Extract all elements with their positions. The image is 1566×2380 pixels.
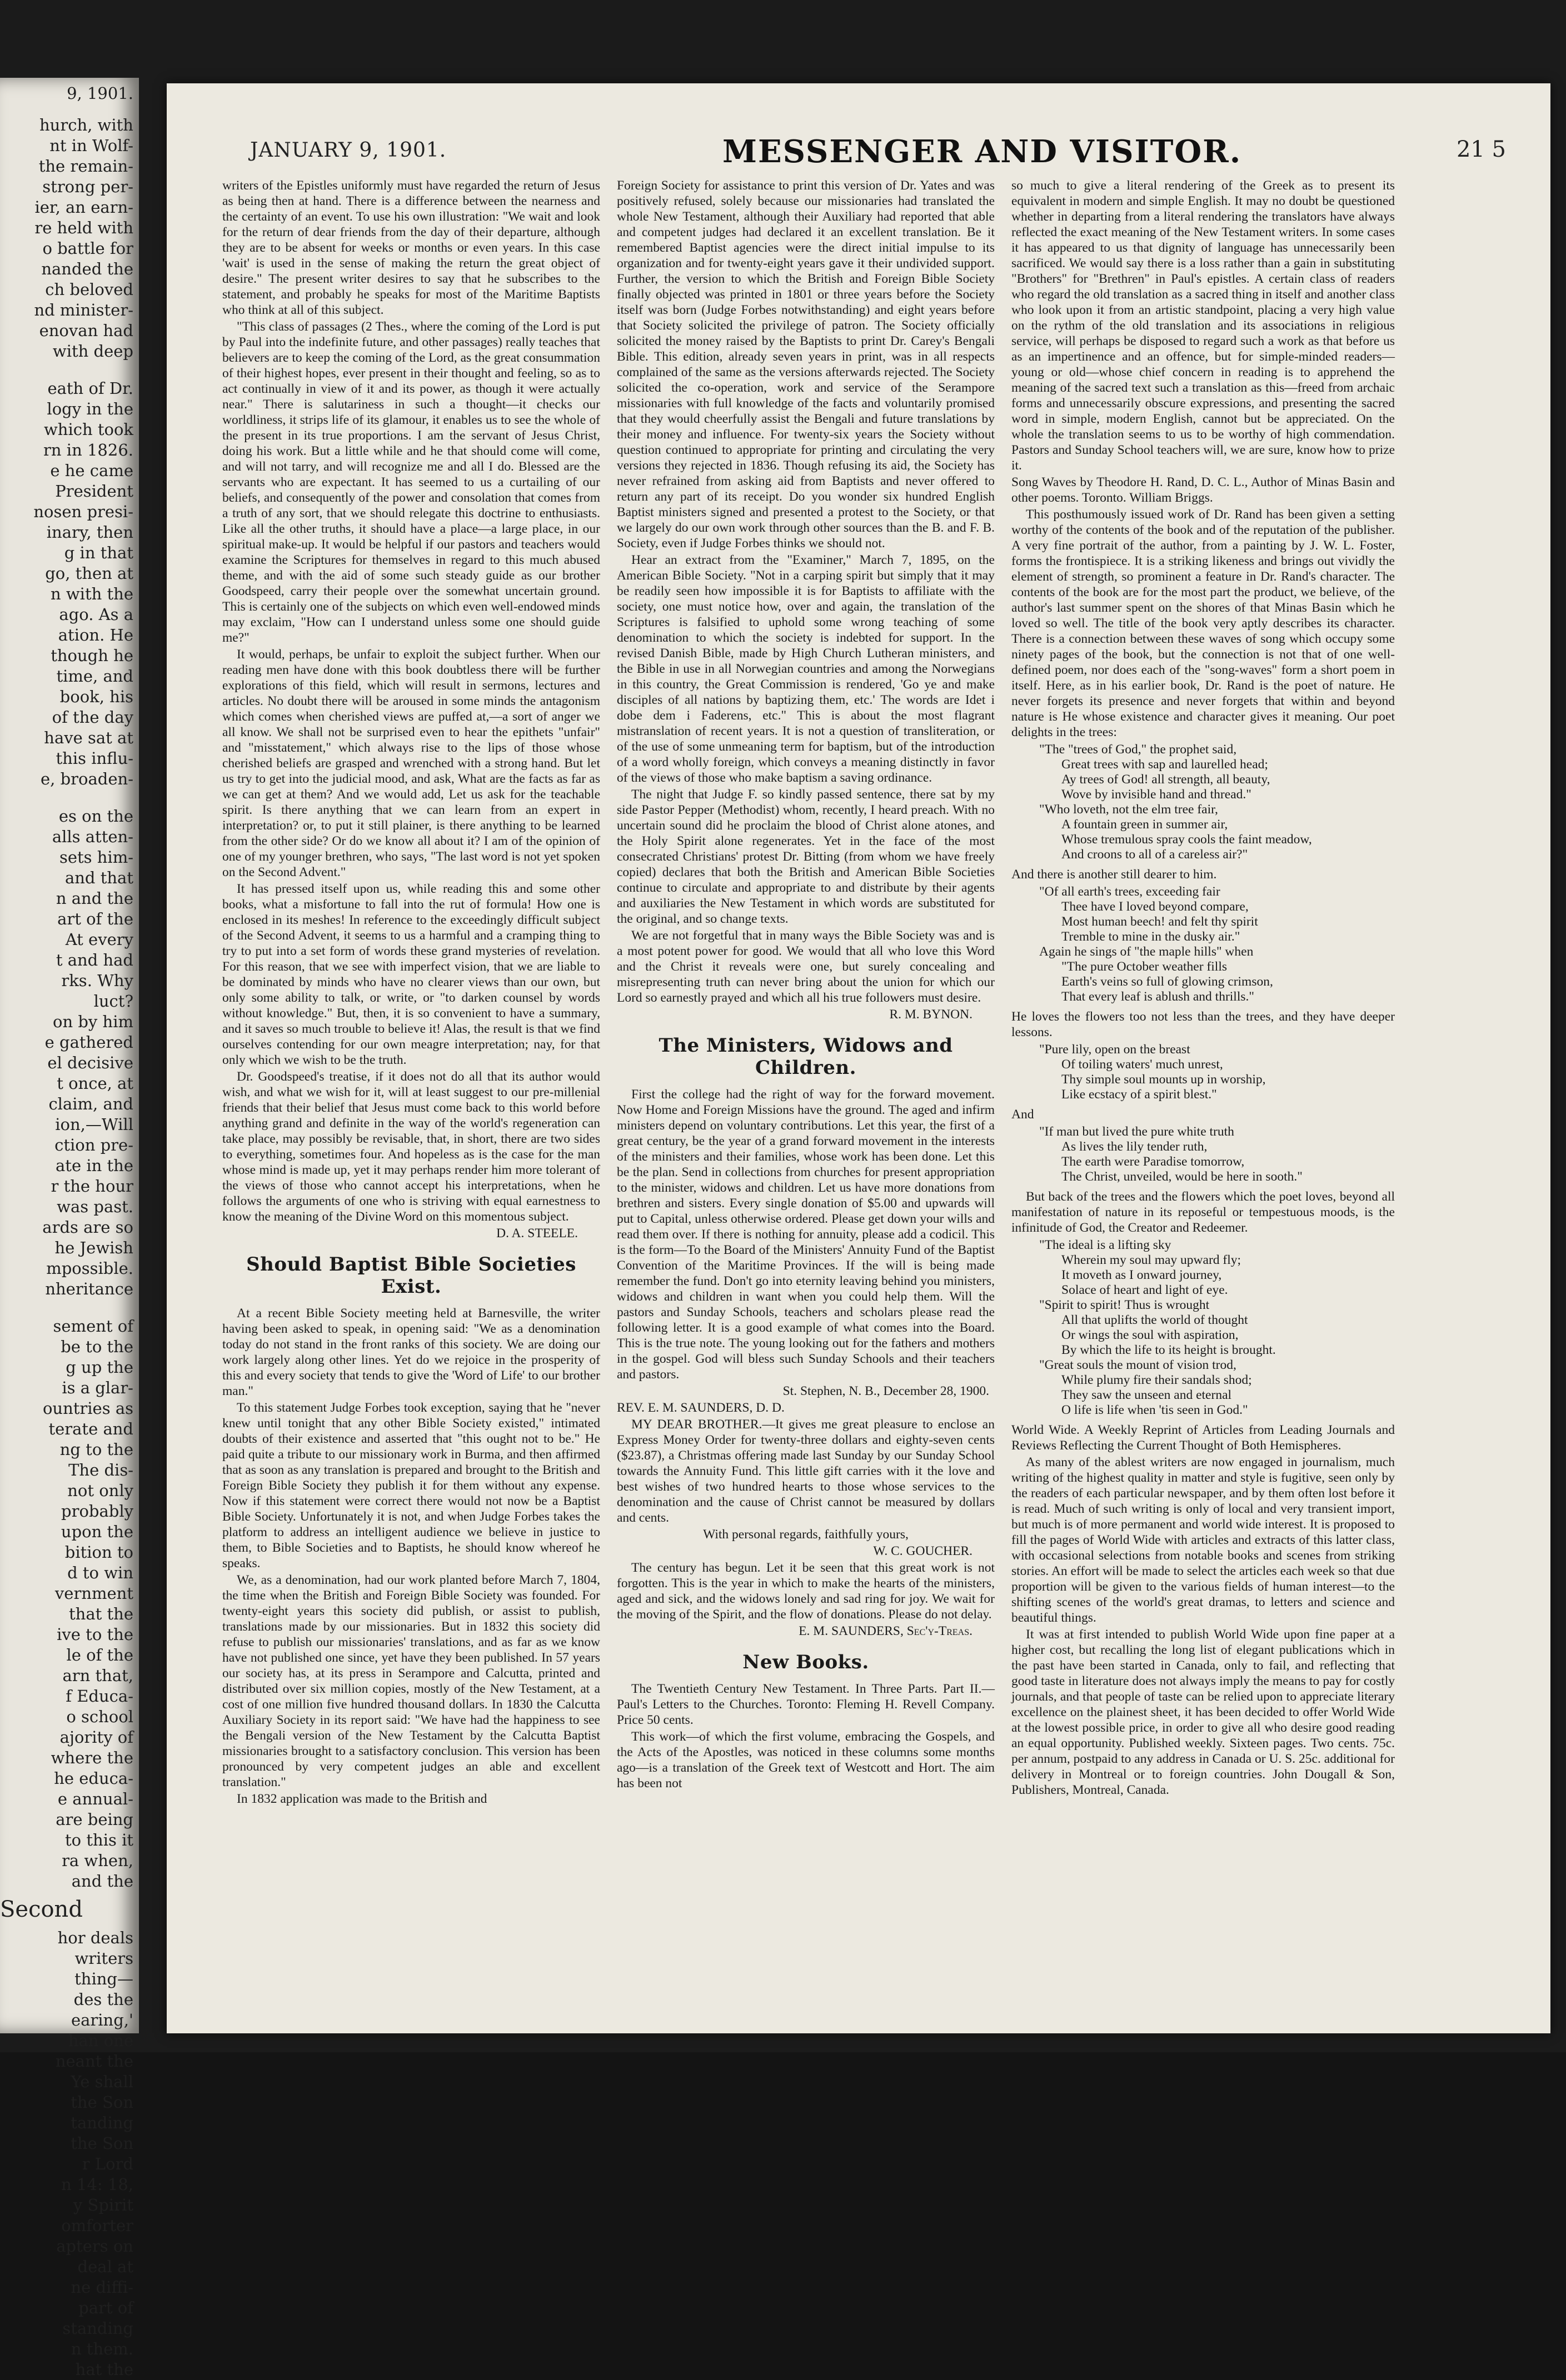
prev-page-line: n with the bbox=[50, 584, 133, 603]
poem-line: Earth's veins so full of glowing crimson, bbox=[1061, 974, 1273, 989]
prev-page-line: he educa- bbox=[54, 1769, 133, 1788]
prev-page-line: mpossible. bbox=[46, 1259, 133, 1278]
poem-line: Tremble to mine in the dusky air." bbox=[1061, 929, 1240, 944]
column-2 bbox=[617, 178, 995, 2011]
prev-page-line: le of the bbox=[66, 1646, 133, 1664]
poem-line: While plumy fire their sandals shod; bbox=[1061, 1373, 1252, 1387]
newspaper-page bbox=[167, 83, 1550, 2033]
signature: D. A. STEELE. bbox=[496, 1226, 578, 1241]
prev-page-line: hurch, with bbox=[39, 116, 133, 134]
prev-page-line: r Lord bbox=[82, 2154, 133, 2173]
poem-line: Wove by invisible hand and thread." bbox=[1061, 787, 1251, 802]
poem-line: "Who loveth, not the elm tree fair, bbox=[1039, 802, 1218, 817]
prev-page-line: The dis- bbox=[68, 1461, 133, 1479]
prev-page-line: are being bbox=[56, 1810, 133, 1829]
prev-page-line: of the day bbox=[52, 708, 133, 727]
paragraph: And there is another still dearer to him. bbox=[1011, 867, 1217, 882]
prev-page-line: ountries as bbox=[42, 1399, 133, 1418]
prev-page-line: which took bbox=[43, 420, 133, 439]
prev-page-lines-d bbox=[0, 1316, 139, 1892]
prev-page-line: o school bbox=[66, 1707, 133, 1726]
prev-page-line: go, then at bbox=[45, 564, 133, 583]
prev-page-line: ra when, bbox=[62, 1851, 133, 1870]
prev-page-line: upon the bbox=[61, 1522, 133, 1541]
prev-page-line: have sat at bbox=[44, 728, 133, 747]
prev-page-lines-c bbox=[0, 806, 139, 1299]
prev-page-line: hat the bbox=[75, 2360, 133, 2379]
paragraph: The century has begun. Let it be seen that this great work is not forgotten. This is the year in which to make the hearts of the ministers, aged and sick, and the widows lonely and sad ring for joy. We wait for the moving of the Spirit, and the flow of donations. Please do not delay. bbox=[617, 1561, 995, 1622]
prev-page-line: n and the bbox=[56, 889, 133, 908]
prev-page-line: President bbox=[55, 482, 133, 501]
article-heading: Should Baptist Bible Societies Exist. bbox=[246, 1253, 576, 1298]
prev-page-line: o battle for bbox=[42, 239, 133, 258]
prev-page-line: e gathered bbox=[44, 1033, 133, 1052]
prev-page-line: re held with bbox=[34, 218, 133, 237]
prev-page-line: nd minister- bbox=[34, 301, 133, 319]
prev-page-line: ction pre- bbox=[54, 1136, 133, 1154]
paragraph: writers of the Epistles uniformly must have regarded the return of Jesus as being then at hand. There is a difference between the nearness and the certainty of an event. To use his own illustration: "We wait and look for the return of dear friends from the day of their departure, although they are to be absent for weeks or months or even years. In this case 'wait' is used in the sense of making the return the great object of desire." The present writer desires to say that he subscribes to the statement, and probably he speaks for most of the Maritime Baptists who think at all of this subject. bbox=[222, 178, 600, 317]
poem-line: "The ideal is a lifting sky bbox=[1039, 1238, 1171, 1252]
prev-page-line: rks. Why bbox=[61, 971, 133, 990]
prev-page-lines-b bbox=[0, 378, 139, 789]
poem-line: And croons to all of a careless air?" bbox=[1061, 847, 1248, 862]
prev-page-line: t and had bbox=[56, 951, 133, 969]
prev-page-line: r the hour bbox=[51, 1177, 133, 1196]
poem-line: "If man but lived the pure white truth bbox=[1039, 1124, 1234, 1139]
poem-line: "The pure October weather fills bbox=[1061, 959, 1227, 974]
prev-page-line: the remain- bbox=[38, 157, 133, 176]
prev-page-date: 9, 1901. bbox=[67, 84, 133, 103]
paragraph: This posthumously issued work of Dr. Rand has been given a setting worthy of the contents of the book and of the reputation of the publisher. A very fine portrait of the author, from a painting by J. W. L. Foster, forms the frontispiece. It is a striking likeness and brings out vividly the element of strength, so prominent a feature in Dr. Rand's character. The contents of the book are for the most part the product, we believe, of the author's last summer spent on the shores of that Minas Basin which he loved so well. The title of the book very aptly describes its character. There is a connection between these waves of song which occupy some ninety pages of the book, but the connection is not that of one well-defined poem, nor does each of the "song-waves" form a short poem in itself. Here, as in his earlier book, Dr. Rand is the poet of nature. He never forgets its presence and never forgets that within and beyond nature is He whose existence and character gives it meaning. Our poet delights in the trees: bbox=[1011, 507, 1395, 739]
prev-page-line: standing bbox=[62, 2319, 133, 2338]
poem-line: All that uplifts the world of thought bbox=[1061, 1313, 1248, 1327]
prev-page-line: d to win bbox=[67, 1563, 133, 1582]
poem-excerpt bbox=[1011, 884, 1395, 1004]
poem-line: Again he sings of "the maple hills" when bbox=[1039, 944, 1254, 959]
prev-page-line: n 14: 18, bbox=[61, 2175, 133, 2194]
issue-date: JANUARY 9, 1901. bbox=[250, 139, 447, 162]
prev-page-line: and that bbox=[64, 868, 133, 887]
prev-page-line: nosen presi- bbox=[33, 502, 133, 521]
prev-page-line: g up the bbox=[66, 1358, 133, 1377]
prev-page-line: e, broaden- bbox=[41, 769, 133, 788]
poem-line: They saw the unseen and eternal bbox=[1061, 1388, 1232, 1402]
prev-page-line: tanding bbox=[71, 2113, 133, 2132]
prev-page-line: to this it bbox=[65, 1831, 133, 1849]
poem-line: Great trees with sap and laurelled head; bbox=[1061, 757, 1268, 772]
paragraph: MY DEAR BROTHER.—It gives me great pleasure to enclose an Express Money Order for twenty-three dollars and eighty-seven cents ($23.87), a Christmas offering made last Sunday by our Sunday School towards the Annuity Fund. This little gift carries with it the love and best wishes of two hundred hearts to those whose services to the denomination and the cause of Christ cannot be measured by dollars and cents. bbox=[617, 1417, 995, 1525]
poem-line: "The "trees of God," the prophet said, bbox=[1039, 742, 1237, 757]
letter-closing: With personal regards, faithfully yours, bbox=[703, 1527, 909, 1542]
column-1 bbox=[222, 178, 600, 2011]
poem-line: "Of all earth's trees, exceeding fair bbox=[1039, 884, 1220, 899]
prev-page-line: thing— bbox=[74, 1969, 133, 1988]
poem-line: Of toiling waters' much unrest, bbox=[1061, 1057, 1223, 1072]
poem-line: "Great souls the mount of vision trod, bbox=[1039, 1358, 1236, 1372]
prev-page-line: was past. bbox=[57, 1197, 133, 1216]
prev-page-line: book, his bbox=[59, 687, 133, 706]
paragraph: It was at first intended to publish World Wide upon fine paper at a higher cost, but recalling the long list of elegant publications which in the past have been started in Canada, only to fail, and reflecting that good taste in literature does not always imply the means to pay for costly journals, and that people of taste can be relied upon to appreciate literary excellence on the plainest sheet, it has been decided to offer World Wide at the lowest possible price, in order to give all who desire good reading an equal opportunity. Published weekly. Sixteen pages. Two cents. 75c. per annum, postpaid to any address in Canada or U. S. 25c. additional for delivery in Montreal or to foreign countries. John Dougall & Son, Publishers, Montreal, Canada. bbox=[1011, 1627, 1395, 1797]
prev-page-line: g in that bbox=[64, 543, 133, 562]
prev-page-line: ng to the bbox=[59, 1440, 133, 1459]
prev-page-line: el decisive bbox=[47, 1053, 133, 1072]
prev-page-line: ajority of bbox=[59, 1728, 133, 1747]
letter-place-date: St. Stephen, N. B., December 28, 1900. bbox=[782, 1384, 989, 1398]
prev-page-line: nt in Wolf- bbox=[49, 136, 133, 155]
poem-line: The earth were Paradise tomorrow, bbox=[1061, 1154, 1245, 1169]
paragraph: The Twentieth Century New Testament. In Three Parts. Part II.—Paul's Letters to the Churches. Toronto: Fleming H. Revell Company. Price 50 cents. bbox=[617, 1682, 995, 1727]
prev-page-line: nanded the bbox=[41, 259, 133, 278]
prev-page-line: claim, and bbox=[48, 1094, 133, 1113]
prev-page-line: neant the bbox=[55, 2052, 133, 2071]
prev-page-line: bition to bbox=[64, 1543, 133, 1562]
prev-page-line: ion,—Will bbox=[55, 1115, 133, 1134]
prev-page-line: and the bbox=[71, 1872, 133, 1891]
paragraph: This work—of which the first volume, embracing the Gospels, and the Acts of the Apostles, was noticed in these columns some months ago—is a translation of the Greek text of Westcott and Hort. The aim has been not bbox=[617, 1729, 995, 1791]
prev-page-line: e he came bbox=[50, 461, 133, 480]
paragraph: He loves the flowers too not less than the trees, and they have deeper lessons. bbox=[1011, 1009, 1395, 1039]
poem-line: Solace of heart and light of eye. bbox=[1061, 1283, 1228, 1297]
prev-page-line: logy in the bbox=[47, 399, 133, 418]
paragraph: As many of the ablest writers are now engaged in journalism, much writing of the highest quality in matter and style is fugitive, seen only by the readers of each particular newspaper, and by them often lost before it is read. Much of such writing is only of local and very transient import, but much is of more permanent and world wide interest. It is proposed to fill the pages of World Wide with articles and extracts of this latter class, with occasional selections from notable books and scenes from striking stories. An effort will be made to select the articles each week so that due proportion will be given to the various fields of human interest—to the shifting scenes of the world's great dramas, to letters and science and beautiful things. bbox=[1011, 1455, 1395, 1625]
prev-page-line: enovan had bbox=[39, 321, 133, 340]
prev-page-line: ier, an earn- bbox=[34, 198, 133, 217]
poem-line: As lives the lily tender ruth, bbox=[1061, 1139, 1208, 1154]
poem-line: "Spirit to spirit! Thus is wrought bbox=[1039, 1298, 1210, 1312]
prev-page-line: es on the bbox=[58, 807, 133, 826]
paragraph: We are not forgetful that in many ways the Bible Society was and is a most potent power for good. We would that all who love this Word and the Christ it reveals were one, but surely concealing and misrepresenting truth can never bring about the union for which our Lord so earnestly prayed and which all his true followers must desire. bbox=[617, 928, 995, 1005]
paragraph: Foreign Society for assistance to print this version of Dr. Yates and was positively refused, solely because our missionaries had translated the whole New Testament, although their Auxiliary had reported that able and competent judges had declared it an excellent translation. Be it remembered Baptist agencies were the direct initial impulse to its organization and for twenty-eight years gave it their undivided support. Further, the version to which the British and Foreign Bible Society finally objected was printed in 1801 or three years before the Society itself was born (Judge Forbes notwithstanding) and eight years before that Society solicited the privilege of patron. The Society officially solicited the money raised by the Baptists to print Dr. Carey's Bengali Bible. This edition, already seven years in print, was in all respects complained of the same as the versions afterwards rejected. The Society solicited the co-operation, work and service of the Serampore missionaries with full knowledge of the facts and voluntarily promised that they would cheerfully assist the Bengali and future translations by their money and influence. For twenty-six years the Society without question continued to appropriate for printing and circulating the very versions they rejected in 1836. Though refusing its aid, the Society has never refrained from asking aid from Baptists and never offered to return any part of its receipt. Do you wonder six hundred English Baptist ministers signed and presented a protest to the Society, or that we largely do our own work through other sources than the B. and F. B. Society, even if Judge Forbes thinks we should not. bbox=[617, 178, 995, 551]
paragraph: It would, perhaps, be unfair to exploit the subject further. When our reading men have done with this book doubtless there will be further explorations of this field, which will result in sermons, lectures and articles. No doubt there will be aroused in some minds the antagonism which comes when cherished views are puffed at,—a sort of anger we all know. We shall not be surprised even to hear the epithets "unfair" and "misstatement," which always rise to the lips of those whose cherished beliefs are grasped and wrenched with a strong hand. But let us try to get into the judicial mood, and ask, What are the facts as far as we can get at them? And we would add, Let us ask for the teachable spirit. Is there anything that we can learn from an expert in interpretation? or, to put it still plainer, is there anything to be learned from the other side? Or do we know all about it? I am of the opinion of one of my younger brethren, who says, "The last word is not yet spoken on the Second Advent." bbox=[222, 647, 600, 879]
prev-page-line: vernment bbox=[54, 1584, 133, 1603]
paragraph: The night that Judge F. so kindly passed sentence, there sat by my side Pastor Pepper (Methodist) whom, recently, I heard preach. With no uncertain sound did he proclaim the blood of Christ alone atones, and the Holy Spirit alone regenerates. Yet in the face of the most consecrated Christians' protest Dr. Bitting (from whom we have freely copied) declares that both the British and American Bible Societies continue to circulate and appropriate to and distribute by their agents and auxiliaries the New Testament in which words are substituted for the original, and so change texts. bbox=[617, 787, 995, 926]
poem-line: A fountain green in summer air, bbox=[1061, 817, 1228, 832]
prev-page-line: alls atten- bbox=[52, 827, 133, 846]
poem-line: Thy simple soul mounts up in worship, bbox=[1061, 1072, 1266, 1087]
prev-page-line: deal at bbox=[77, 2257, 133, 2276]
poem-line: By which the life to its height is brought. bbox=[1061, 1343, 1276, 1357]
poem-line: Like ecstacy of a spirit blest." bbox=[1061, 1087, 1217, 1102]
poem-line: It moveth as I onward journey, bbox=[1061, 1268, 1222, 1282]
prev-page-line: is a glar- bbox=[62, 1378, 133, 1397]
prev-page-line: sets him- bbox=[59, 848, 133, 867]
poem-excerpt bbox=[1011, 1124, 1395, 1184]
prev-page-line: nheritance bbox=[45, 1279, 133, 1298]
prev-page-line: omforter bbox=[61, 2216, 133, 2235]
poem-excerpt bbox=[1011, 742, 1395, 862]
prev-page-line: ards are so bbox=[42, 1218, 133, 1237]
paragraph: It has pressed itself upon us, while reading this and some other books, what a misfortune to fall into the rut of formula! How one is enclosed in its meshes! In reference to the exceedingly difficult subject of the Second Advent, it seems to us a harmful and a cramping thing to try to put into a set form of words these grand mysteries of revelation. For this reason, that we see with imperfect vision, that we are liable to be dominated by minds who have no clearer views than our own, but only some ability to talk, or write, or "to darken counsel by words without knowledge." But, then, it is so convenient to have a summary, and it saves so much trouble to believe it! Alas, the result is that we find ourselves contending for our own meagre interpretation; nay, for that only which we wish to be the truth. bbox=[222, 882, 600, 1067]
poem-excerpt bbox=[1011, 1238, 1395, 1418]
prev-page-line: earing,' bbox=[71, 2011, 133, 2029]
prev-page-line: luct? bbox=[93, 992, 133, 1011]
masthead bbox=[250, 133, 1528, 172]
paragraph: In 1832 application was made to the British and bbox=[237, 1792, 487, 1806]
prev-page-line: y Spirit bbox=[73, 2196, 133, 2214]
prev-page-line: ch beloved bbox=[45, 280, 133, 299]
prev-page-line: with deep bbox=[52, 342, 133, 361]
poem-line: Most human beech! and felt thy spirit bbox=[1061, 914, 1258, 929]
prev-page-line: apters on bbox=[56, 2237, 133, 2256]
prev-page-line: rn in 1826. bbox=[43, 441, 133, 459]
signature: R. M. BYNON. bbox=[889, 1007, 972, 1022]
prev-page-line: not only bbox=[67, 1481, 133, 1500]
prev-page-line: sement of bbox=[53, 1317, 133, 1336]
prev-page-line: f Educa- bbox=[66, 1687, 133, 1706]
prev-page-line: ation. He bbox=[58, 626, 133, 644]
prev-page-line: writers bbox=[74, 1949, 133, 1968]
poem-line: Ay trees of God! all strength, all beauty, bbox=[1061, 772, 1270, 787]
prev-page-line: strong per- bbox=[42, 177, 133, 196]
signature: W. C. GOUCHER. bbox=[873, 1544, 972, 1558]
book-notice: World Wide. A Weekly Reprint of Articles from Leading Journals and Reviews Reflecting the Current Thought of Both Hemispheres. bbox=[1011, 1423, 1395, 1453]
prev-page-line: the Son bbox=[71, 2093, 133, 2112]
prev-page-line: t once, at bbox=[57, 1074, 133, 1093]
poem-line: The Christ, unveiled, would be here in sooth." bbox=[1061, 1169, 1303, 1184]
prev-page-line: arn that, bbox=[62, 1666, 133, 1685]
prev-page-line: that the bbox=[69, 1604, 133, 1623]
prev-page-line: des the bbox=[73, 1990, 133, 2009]
prev-page-line: where the bbox=[51, 1748, 133, 1767]
prev-page-line: the Son bbox=[71, 2134, 133, 2153]
prev-page-line: on by him bbox=[53, 1012, 133, 1031]
column-3 bbox=[1011, 178, 1395, 2011]
prev-page-line: terate and bbox=[48, 1419, 133, 1438]
paragraph: so much to give a literal rendering of the Greek as to present its equivalent in modern and simple English. It may no doubt be questioned whether in departing from a literal rendering the translators have always reflected the exact meaning of the New Testament writers. In some cases it has appeared to us that dignity of language has unnecessarily been sacrificed. We would say there is a loss rather than a gain in substituting "Brothers" for "Brethren" in Paul's epistles. A certain class of readers who regard the old translation as a sacred thing in itself and another class who look upon it from an artistic standpoint, placing a very high value on the rythm of the old translation and its associations in religious service, will perhaps be disposed to regard such a work as that before us as an impertinence and an offence, but for simple-minded readers—young or old—whose chief concern in reading is to apprehend the meaning of the sacred text such a translation as this—freed from archaic forms and unnecessarily obscure expressions, and presenting the sacred word in simple, modern English, cannot but be appreciated. On the whole the translation seems to us to be worthy of high commendation. Pastors and Sunday School teachers will, we are sure, know how to prize it. bbox=[1011, 178, 1395, 473]
letter-addressee: REV. E. M. SAUNDERS, D. D. bbox=[617, 1401, 785, 1415]
prev-page-line: ate in the bbox=[56, 1156, 133, 1175]
article-heading: The Ministers, Widows and Children. bbox=[659, 1034, 953, 1079]
prev-page-line: At every bbox=[65, 930, 133, 949]
prev-page-line: e annual- bbox=[57, 1789, 133, 1808]
prev-page-line: han one bbox=[68, 2031, 133, 2050]
poem-line: Whose tremulous spray cools the faint meadow, bbox=[1061, 832, 1312, 847]
prev-page-lines-e bbox=[0, 1928, 139, 2380]
prev-page-line: part of bbox=[78, 2298, 133, 2317]
paragraph: Hear an extract from the "Examiner," March 7, 1895, on the American Bible Society. "Not in a carping spirit but simply that it may be readily seen how impossible it is for Baptists to affiliate with the society, one must notice how, over and again, the translation of the Scriptures is falsified to uphold some wrong teaching of some denomination to which the society is indebted for support. In the revised Danish Bible, made by High Church Lutheran ministers, and the Bible in use in all Norwegian countries and among the Norwegians in this country, the Great Commission is rendered, 'Go ye and make disciples of all nations by baptizing them, etc.' The words are Idet i dobe dem i Faderens, etc." This is about the most flagrant mistranslation of recent years. It is not a question of transliteration, or of the use of some unmeaning term for baptism, but of the introduction of a word wholly foreign, which conveys a meaning distinctly in favor of the views of those who make baptism a saving ordinance. bbox=[617, 553, 995, 785]
poem-line: O life is life when 'tis seen in God." bbox=[1061, 1403, 1248, 1417]
paragraph: At a recent Bible Society meeting held at Barnesville, the writer having been asked to speak, in opening said: "We as a denomination today do not stand in the front ranks of this society. We are doing our work largely along other lines. Yet do we rejoice in the prosperity of this and every society that tends to give the 'Word of Life' to our brother man." bbox=[222, 1306, 600, 1398]
prev-page-line: hor deals bbox=[57, 1928, 133, 1947]
page-number: 21 5 bbox=[1456, 137, 1506, 162]
prev-page-lines-a bbox=[0, 115, 139, 362]
paragraph: "This class of passages (2 Thes., where the coming of the Lord is put by Paul into the indefinite future, and other passages) really teaches that believers are to keep the coming of the Lord, as the great consummation of their highest hopes, ever present in their thought and feeling, so as to act continually in view of it and its power, as though it were actually near." There is salutariness in such a thought—it checks our worldliness, it strips life of its glamour, it enables us to see the whole of the present in its true proportions. I am the servant of Jesus Christ, doing his work. But a little while and he that should come will come, and will not tarry, and will recognize me and all I do. Blessed are the servants who are expectant. It has seemed to us a curtailing of our beliefs, and consequently of the power and consolation that comes from a truth of any sort, that we should relegate this doctrine to enthusiasts. Like all the other truths, it should have a place—a large place, in our spiritual make-up. It would be helpful if our pastors and teachers would examine the Scriptures for themselves in regard to this much abused theme, and with the aid of some such steady guide as our brother Goodspeed, carry their people over the somewhat uncertain ground. This is certainly one of the subjects on which even well-endowed minds may exclaim, "How can I understand unless some one should guide me?" bbox=[222, 319, 600, 645]
prev-page-line: art of the bbox=[57, 909, 133, 928]
prev-page-line: inary, then bbox=[46, 523, 133, 542]
prev-page-line: ive to the bbox=[57, 1625, 133, 1644]
newspaper-title: MESSENGER AND VISITOR. bbox=[722, 133, 1242, 170]
prev-page-line: be to the bbox=[61, 1337, 133, 1356]
prev-page-line: this influ- bbox=[56, 749, 133, 768]
poem-line: Or wings the soul with aspiration, bbox=[1061, 1328, 1239, 1342]
article-heading: New Books. bbox=[742, 1651, 869, 1673]
prev-page-line: time, and bbox=[56, 667, 133, 686]
prev-page-line: though he bbox=[51, 646, 133, 665]
prev-page-line: he Jewish bbox=[54, 1238, 133, 1257]
poem-line: Thee have I loved beyond compare, bbox=[1061, 899, 1249, 914]
prev-page-line: ago. As a bbox=[59, 605, 133, 624]
paragraph: We, as a denomination, had our work planted before March 7, 1804, the time when the British and Foreign Bible Society was founded. For twenty-eight years this society did publish, or assist to publish, translations made by our missionaries. But in 1832 this society did refuse to publish our missionaries' translations, and as far as we know have not published one since, yet have they been published. In 57 years our society has, at its press in Serampore and Calcutta, printed and distributed over six million copies, mostly of the New Testament, at a cost of one million five hundred thousand dollars. In 1830 the Calcutta Auxiliary Society in its report said: "We have had the happiness to see the Bengali version of the New Testament by the Calcutta Baptist missionaries brought to a satisfactory conclusion. This version has been pronounced by very competent judges an able and excellent translation." bbox=[222, 1573, 600, 1789]
prev-page-heading: Second bbox=[0, 1897, 83, 1922]
book-notice: Song Waves by Theodore H. Rand, D. C. L., Author of Minas Basin and other poems. Toronto. William Briggs. bbox=[1011, 475, 1395, 505]
paragraph: To this statement Judge Forbes took exception, saying that he "never knew until tonight that any other Bible Society existed," intimated doubts of their existence and asserted that "this ought not to be." He paid quite a tribute to our missionary work in Burma, and then affirmed that as soon as any translation is prepared and brought to the British and Foreign Bible Society they publish it for them without any expense. Now if this statement were correct there would not now be a Baptist Bible Society. Unfortunately it is not, and when Judge Forbes takes the platform to address an intelligent audience we believe in justice to them, to Bible Societies and to Baptists, he should know whereof he speaks. bbox=[222, 1401, 600, 1571]
poem-line: "Pure lily, open on the breast bbox=[1039, 1042, 1190, 1057]
prev-page-line: ne diffi- bbox=[71, 2278, 133, 2297]
poem-line: That every leaf is ablush and thrills." bbox=[1061, 989, 1254, 1004]
paragraph: And bbox=[1011, 1107, 1034, 1122]
paragraph: But back of the trees and the flowers which the poet loves, beyond all manifestation of nature in its reposeful or tempestuous moods, is the infinitude of God, the Creator and Redeemer. bbox=[1011, 1189, 1395, 1235]
prev-page-line: Ye shall bbox=[71, 2072, 133, 2091]
prev-page-line: probably bbox=[61, 1502, 133, 1521]
previous-page-edge bbox=[0, 78, 139, 2379]
prev-page-line: eath of Dr. bbox=[47, 379, 133, 398]
paragraph: First the college had the right of way for the forward movement. Now Home and Foreign Missions have the ground. The aged and infirm ministers depend on voluntary contributions. Let this year, the first of a great century, be the year of a grand forward movement in the interests of the ministers and their families, whose work has been done. Let this be the plan. Send in collections from churches for present appropriation to the minister, widows and children. Let us have more donations from brethren and sisters. Every single donation of $5.00 and upwards will put to Capital, unless otherwise ordered. Please get down your wills and read them over. If there is nothing for annuity, please add a codicil. This is the form—To the Board of the Ministers' Annuity Fund of the Baptist Convention of the Maritime Provinces. If the will is being made remember the fund. Don't go into eternity leaving behind you ministers, widows and children in want when you could help them. Will the pastors and Sunday Schools, teachers and scholars please read the following letter. It is a good example of what comes into the Board. This is the true note. The young looking out for the fathers and mothers in the gospel. God will bless such Sunday Schools and their teachers and pastors. bbox=[617, 1087, 995, 1382]
poem-excerpt bbox=[1011, 1042, 1395, 1102]
signature: E. M. SAUNDERS, Sec'y-Treas. bbox=[799, 1624, 972, 1638]
prev-page-line: n them. bbox=[71, 2339, 133, 2358]
paragraph: Dr. Goodspeed's treatise, if it does not do all that its author would wish, and what we wish for it, will at least suggest to our pre-millenial friends that their belief that Jesus must come back to this world before anything grand and definite in the way of the world's regeneration can take place, may possibly be revisable, that, in short, there are two sides to everything, sometimes four. And hopeless as is the case for the man whose mind is made up, yet it may perhaps render him more tolerant of the views of those who cannot accept his interpretations, when he follows the arguments of one who is striving with equal earnestness to know the meaning of the Divine Word on this momentous subject. bbox=[222, 1069, 600, 1224]
poem-line: Wherein my soul may upward fly; bbox=[1061, 1253, 1241, 1267]
